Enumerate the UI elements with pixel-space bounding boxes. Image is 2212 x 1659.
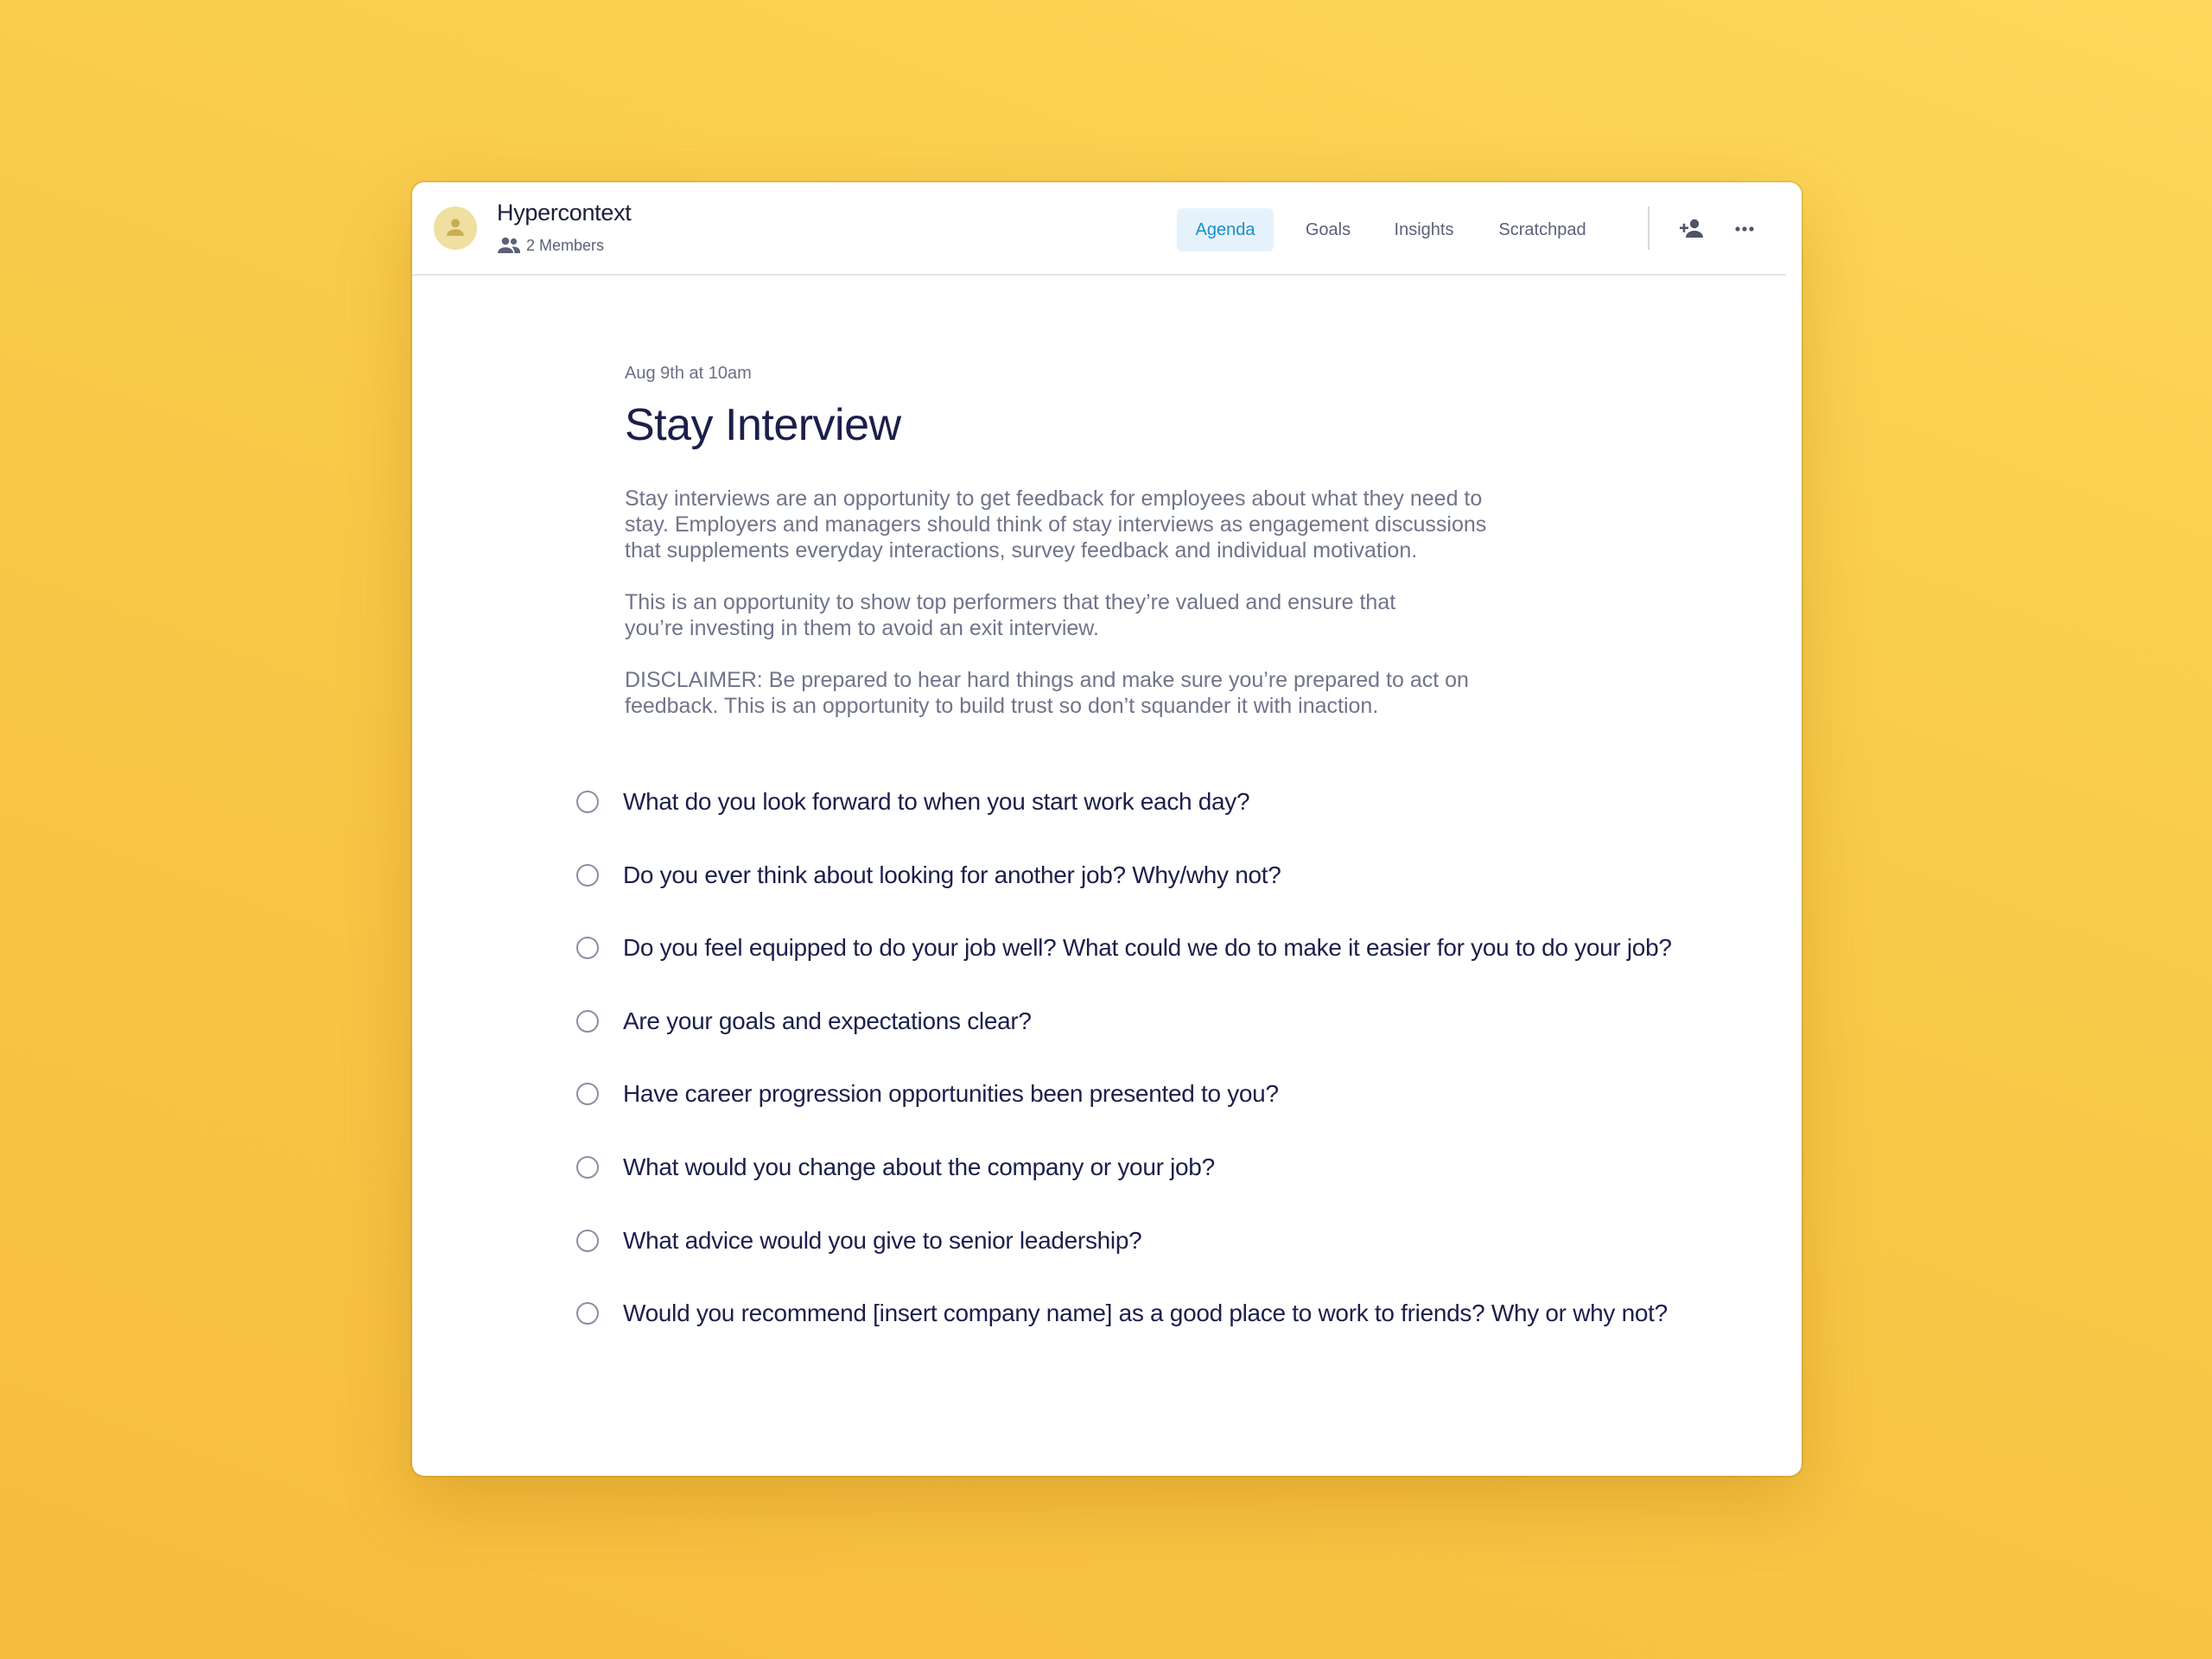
- agenda-item: [576, 787, 1786, 861]
- agenda-item-checkbox[interactable]: [576, 1010, 599, 1033]
- agenda-item-text[interactable]: Do you ever think about looking for another job? Why/why not?: [623, 861, 1281, 888]
- agenda-item-text[interactable]: What would you change about the company or your job?: [623, 1153, 1215, 1180]
- avatar[interactable]: [434, 207, 477, 250]
- agenda-item-checkbox[interactable]: [576, 1083, 599, 1105]
- agenda-item-text[interactable]: What do you look forward to when you start work each day?: [623, 788, 1250, 815]
- person-icon: [443, 215, 467, 239]
- agenda-item-text[interactable]: Have career progression opportunities been presented to you?: [623, 1080, 1279, 1108]
- members-count[interactable]: [497, 236, 604, 255]
- agenda-item-checkbox[interactable]: [576, 937, 599, 959]
- agenda-item: [576, 1007, 1786, 1080]
- agenda-item-text[interactable]: Are your goals and expectations clear?: [623, 1007, 1032, 1034]
- meeting-description[interactable]: [625, 486, 1575, 719]
- tab-goals[interactable]: Goals: [1305, 220, 1351, 239]
- more-horizontal-icon: [1729, 213, 1760, 245]
- agenda-item-checkbox[interactable]: [576, 1302, 599, 1325]
- more-options-button[interactable]: [1729, 213, 1760, 245]
- agenda-list: [576, 787, 1786, 1372]
- agenda-item: [576, 1226, 1786, 1300]
- agenda-item-text[interactable]: Would you recommend [insert company name] as a good place to work to friends? Why or why not?: [623, 1300, 1668, 1327]
- description-paragraph: Stay interviews are an opportunity to get feedback for employees about what they need to stay. Employers and managers should think of stay interviews as engagement discussions that supplements everyday interactions, survey feedback and individual motivation.: [625, 486, 1487, 563]
- agenda-item: [576, 933, 1786, 1007]
- agenda-item: [576, 1079, 1786, 1153]
- agenda-item-text[interactable]: Do you feel equipped to do your job well? What could we do to make it easier for you to do your job?: [623, 934, 1672, 962]
- tab-scratchpad[interactable]: Scratchpad: [1498, 220, 1586, 239]
- agenda-item: [576, 1299, 1786, 1372]
- agenda-item: [576, 861, 1786, 934]
- members-label: 2 Members: [526, 236, 605, 254]
- add-member-button[interactable]: [1677, 213, 1708, 245]
- description-paragraph: This is an opportunity to show top performers that they’re valued and ensure that you’re investing in them to avoid an exit interview.: [625, 590, 1396, 640]
- workspace-name[interactable]: Hypercontext: [497, 200, 632, 226]
- group-icon: [497, 236, 521, 255]
- agenda-item-checkbox[interactable]: [576, 1156, 599, 1179]
- meeting-window: [412, 182, 1802, 1476]
- meeting-content: [625, 364, 1575, 719]
- agenda-item-checkbox[interactable]: [576, 791, 599, 813]
- meeting-title[interactable]: Stay Interview: [625, 400, 901, 450]
- agenda-item-text[interactable]: What advice would you give to senior leadership?: [623, 1226, 1142, 1254]
- tab-insights[interactable]: Insights: [1394, 220, 1454, 239]
- header-bar: [412, 182, 1786, 276]
- agenda-item: [576, 1153, 1786, 1226]
- agenda-item-checkbox[interactable]: [576, 864, 599, 887]
- person-add-icon: [1677, 213, 1708, 245]
- header-divider: [1648, 207, 1649, 250]
- tab-agenda[interactable]: Agenda: [1177, 208, 1274, 251]
- agenda-item-checkbox[interactable]: [576, 1230, 599, 1252]
- meeting-date: Aug 9th at 10am: [625, 364, 752, 383]
- description-paragraph: DISCLAIMER: Be prepared to hear hard things and make sure you’re prepared to act on feedback. This is an opportunity to build trust so don’t squander it with inaction.: [625, 668, 1469, 718]
